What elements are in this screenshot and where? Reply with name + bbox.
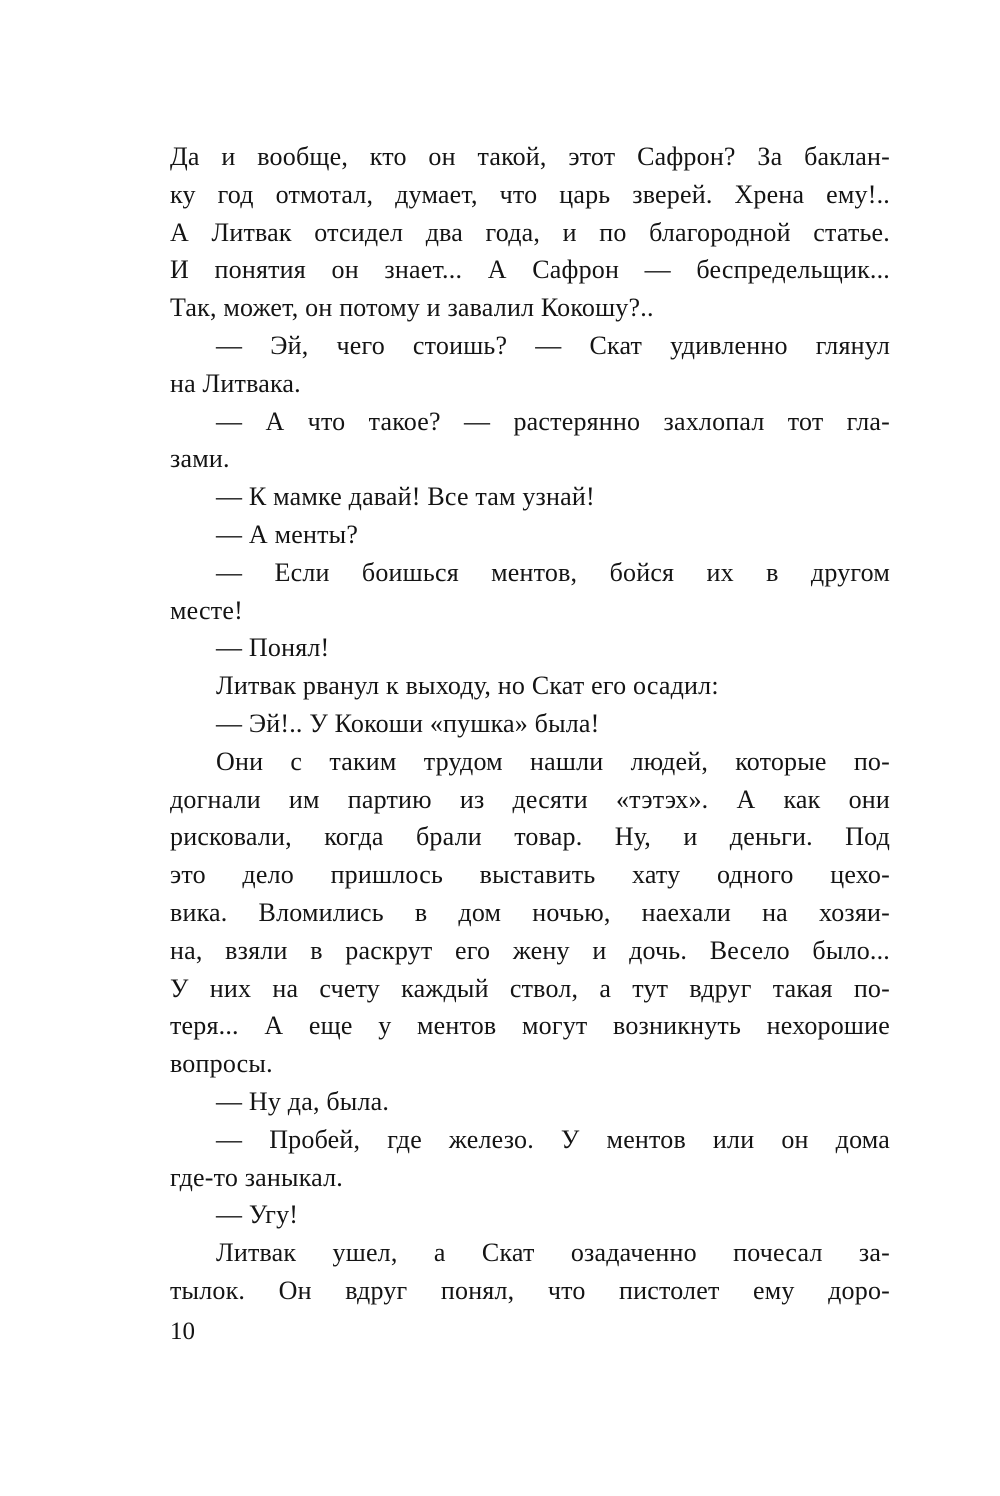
- text-line: Литвак рванул к выходу, но Скат его осадил:: [216, 671, 719, 701]
- text-line: на, взяли в раскрут его жену и дочь. Весело было...: [170, 935, 890, 965]
- text-line: вика. Вломились в дом ночью, наехали на хозяи-: [170, 897, 890, 927]
- text-line: рисковали, когда брали товар. Ну, и деньги. Под: [170, 822, 890, 852]
- text-line: месте!: [170, 595, 243, 625]
- text-line: — Пробей, где железо. У ментов или он дома: [216, 1124, 890, 1154]
- text-line: И понятия он знает... А Сафрон — беспредельщик...: [170, 255, 890, 285]
- text-line: ку год отмотал, думает, что царь зверей. Хрена ему!..: [170, 179, 890, 209]
- text-line: догнали им партию из десяти «тэтэх». А как они: [170, 784, 890, 814]
- text-line: — Угу!: [216, 1200, 299, 1230]
- text-line: тылок. Он вдруг понял, что пистолет ему доро-: [170, 1275, 890, 1305]
- text-line: это дело пришлось выставить хату одного цехо-: [170, 860, 890, 890]
- text-line: А Литвак отсидел два года, и по благородной статье.: [170, 217, 890, 247]
- page-number: 10: [170, 1318, 195, 1345]
- text-line: — К мамке давай! Все там узнай!: [216, 482, 595, 512]
- text-line: — Ну да, была.: [216, 1086, 390, 1116]
- text-line: на Литвака.: [170, 368, 301, 398]
- text-line: зами.: [170, 444, 230, 474]
- text-line: У них на счету каждый ствол, а тут вдруг такая по-: [170, 973, 890, 1003]
- text-line: Да и вообще, кто он такой, этот Сафрон? За баклан-: [170, 142, 890, 171]
- text-line: Так, может, он потому и завалил Кокошу?..: [170, 293, 654, 323]
- text-line: где-то заныкал.: [170, 1162, 343, 1192]
- text-line: Они с таким трудом нашли людей, которые по-: [216, 746, 890, 776]
- page-text: [170, 138, 890, 1310]
- text-line: Литвак ушел, а Скат озадаченно почесал за-: [216, 1238, 890, 1268]
- text-line: — Эй, чего стоишь? — Скат удивленно глянул: [216, 330, 890, 360]
- text-line: — Если боишься ментов, бойся их в другом: [216, 557, 890, 587]
- text-line: теря... А еще у ментов могут возникнуть нехорошие: [170, 1011, 890, 1041]
- text-line: — Понял!: [216, 633, 330, 663]
- text-line: — Эй!.. У Кокоши «пушка» была!: [216, 708, 600, 738]
- text-line: вопросы.: [170, 1049, 273, 1079]
- text-line: — А что такое? — растерянно захлопал тот гла-: [216, 406, 890, 436]
- text-line: — А менты?: [216, 519, 359, 549]
